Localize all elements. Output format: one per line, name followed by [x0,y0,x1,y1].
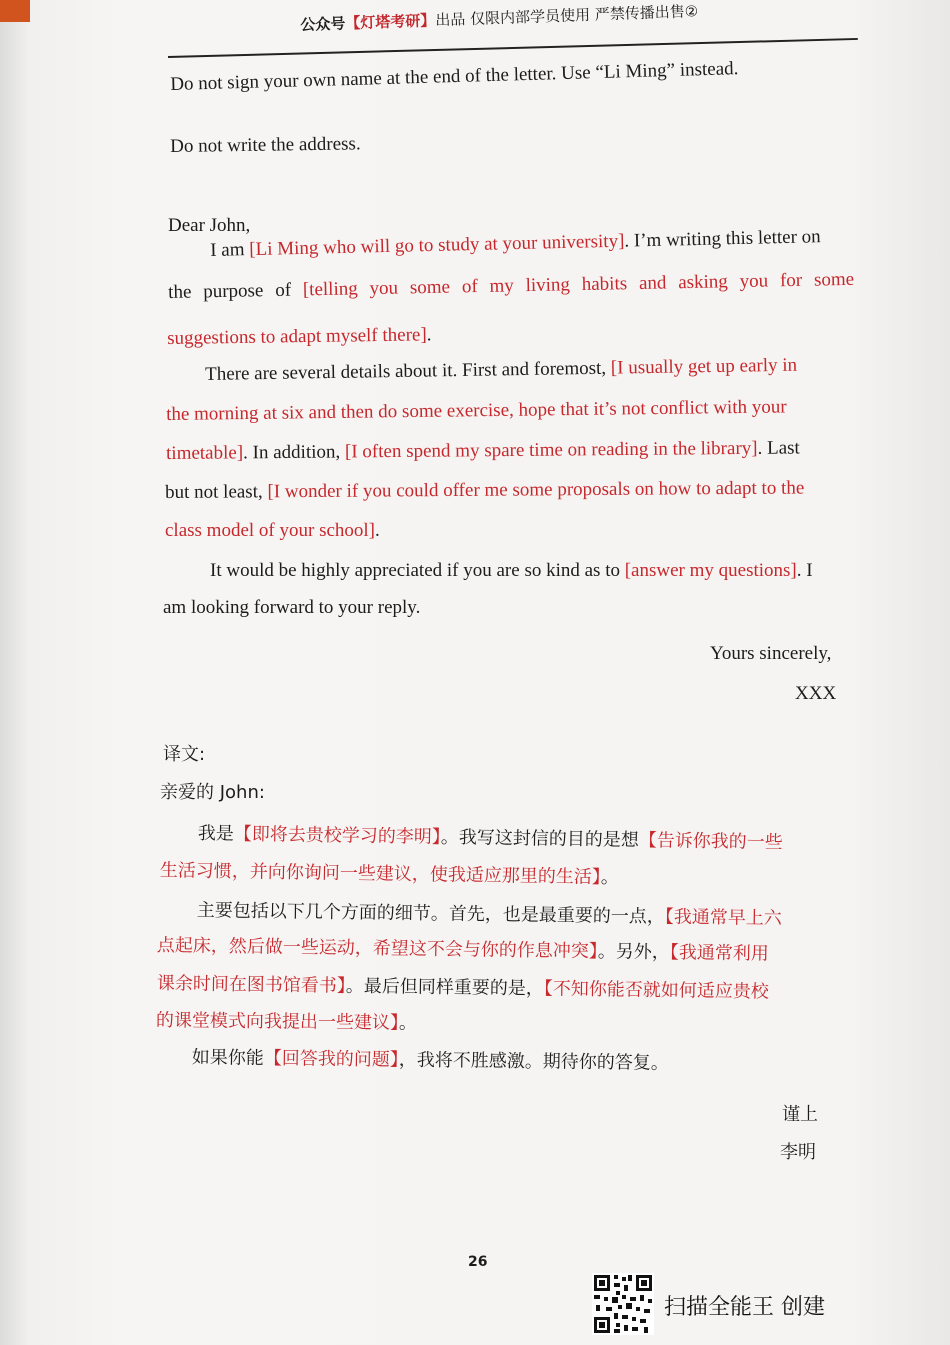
letter-p1-line2: the purpose of [telling you some of my living habits and asking you for some [168,268,855,303]
highlight-phrase: 【告诉你我的一些 [638,829,783,854]
highlight-phrase: 【回答我的问题】 [263,1047,399,1071]
translation-p3: 如果你能【回答我的问题】，我将不胜感激。期待你的答复。 [191,1047,669,1074]
letter-salutation: Dear John, [168,215,251,236]
highlight-phrase: suggestions to adapt myself there] [167,324,427,349]
translation-p2-line3: 课余时间在图书馆看书】。最后但同样重要的是，【不知你能否就如何适应贵校 [156,973,769,1003]
instruction-line-1: Do not sign your own name at the end of the letter. Use “Li Ming” instead. [170,58,739,95]
highlight-phrase: timetable] [166,442,244,464]
letter-p3-line1: It would be highly appreciated if you are so kind as to [answer my questions]. I [210,560,813,581]
translation-closing: 谨上 [782,1104,818,1125]
translation-p1-line2: 生活习惯，并向你询问一些建议，使我适应那里的生活】。 [159,860,619,889]
translation-label: 译文: [163,744,206,765]
highlight-phrase: [telling you some of my living habits and asking you for some [302,268,855,301]
letter-p2-line4: but not least, [I wonder if you could offer me some proposals on how to adapt to the [165,477,805,503]
highlight-phrase: [I wonder if you could offer me some proposals on how to adapt to the [267,477,805,503]
letter-p2-line1: There are several details about it. First and foremost, [I usually get up early in [205,354,798,385]
translation-signature: 李明 [780,1142,816,1163]
highlight-phrase: [answer my questions] [624,560,797,581]
highlight-phrase: [I usually get up early in [610,354,798,379]
letter-p2-line3: timetable]. In addition, [I often spend my spare time on reading in the library]. Last [166,437,800,464]
translation-p2-line2: 点起床，然后做一些运动，希望这不会与你的作息冲突】。另外，【我通常利用 [156,935,769,965]
highlight-phrase: 【我通常利用 [669,942,769,965]
highlight-phrase: 生活习惯，并向你询问一些建议，使我适应那里的生活】 [159,860,601,888]
header-rule [168,38,858,58]
highlight-phrase: 的课堂模式向我提出一些建议】 [155,1010,399,1034]
highlight-phrase: [Li Ming who will go to study at your university] [249,230,625,261]
instruction-line-2: Do not write the address. [170,133,361,157]
header-brand: 【灯塔考研】 [345,11,436,33]
letter-p1-line1: I am [Li Ming who will go to study at your university]. I’m writing this letter on [210,226,821,261]
highlight-phrase: class model of your school] [165,520,376,541]
letter-p1-line3: suggestions to adapt myself there]. [167,324,432,349]
letter-p3-line2: am looking forward to your reply. [163,597,421,618]
header-suffix: 出品 仅限内部学员使用 严禁传播出售② [435,2,699,30]
letter-signature: XXX [795,683,837,704]
translation-p1-line1: 我是【即将去贵校学习的李明】。我写这封信的目的是想【告诉你我的一些 [197,823,783,854]
page-number: 26 [468,1254,488,1270]
qr-code-icon [592,1273,654,1335]
letter-p2-line5: class model of your school]. [165,520,380,541]
letter-p2-line2: the morning at six and then do some exercise, hope that it’s not conflict with your [166,396,787,425]
highlight-phrase: 【即将去贵校学习的李明】 [233,823,441,848]
highlight-phrase: [I often spend my spare time on reading in the library] [344,437,758,463]
header-prefix: 公众号 [300,14,346,34]
corner-tab [0,0,30,22]
highlight-phrase: 【不知你能否就如何适应贵校 [543,978,769,1003]
highlight-phrase: 课余时间在图书馆看书】 [156,973,346,997]
scanner-watermark: 扫描全能王 创建 [664,1295,825,1320]
highlight-phrase: 【我通常早上六 [664,906,782,930]
translation-p2-line1: 主要包括以下几个方面的细节。首先，也是最重要的一点，【我通常早上六 [196,900,782,930]
page-header [300,0,900,35]
translation-salutation: 亲爱的 John: [160,782,265,803]
highlight-phrase: 点起床，然后做一些运动，希望这不会与你的作息冲突】 [156,935,598,963]
letter-closing: Yours sincerely, [710,643,832,664]
translation-p2-line4: 的课堂模式向我提出一些建议】。 [155,1010,417,1034]
